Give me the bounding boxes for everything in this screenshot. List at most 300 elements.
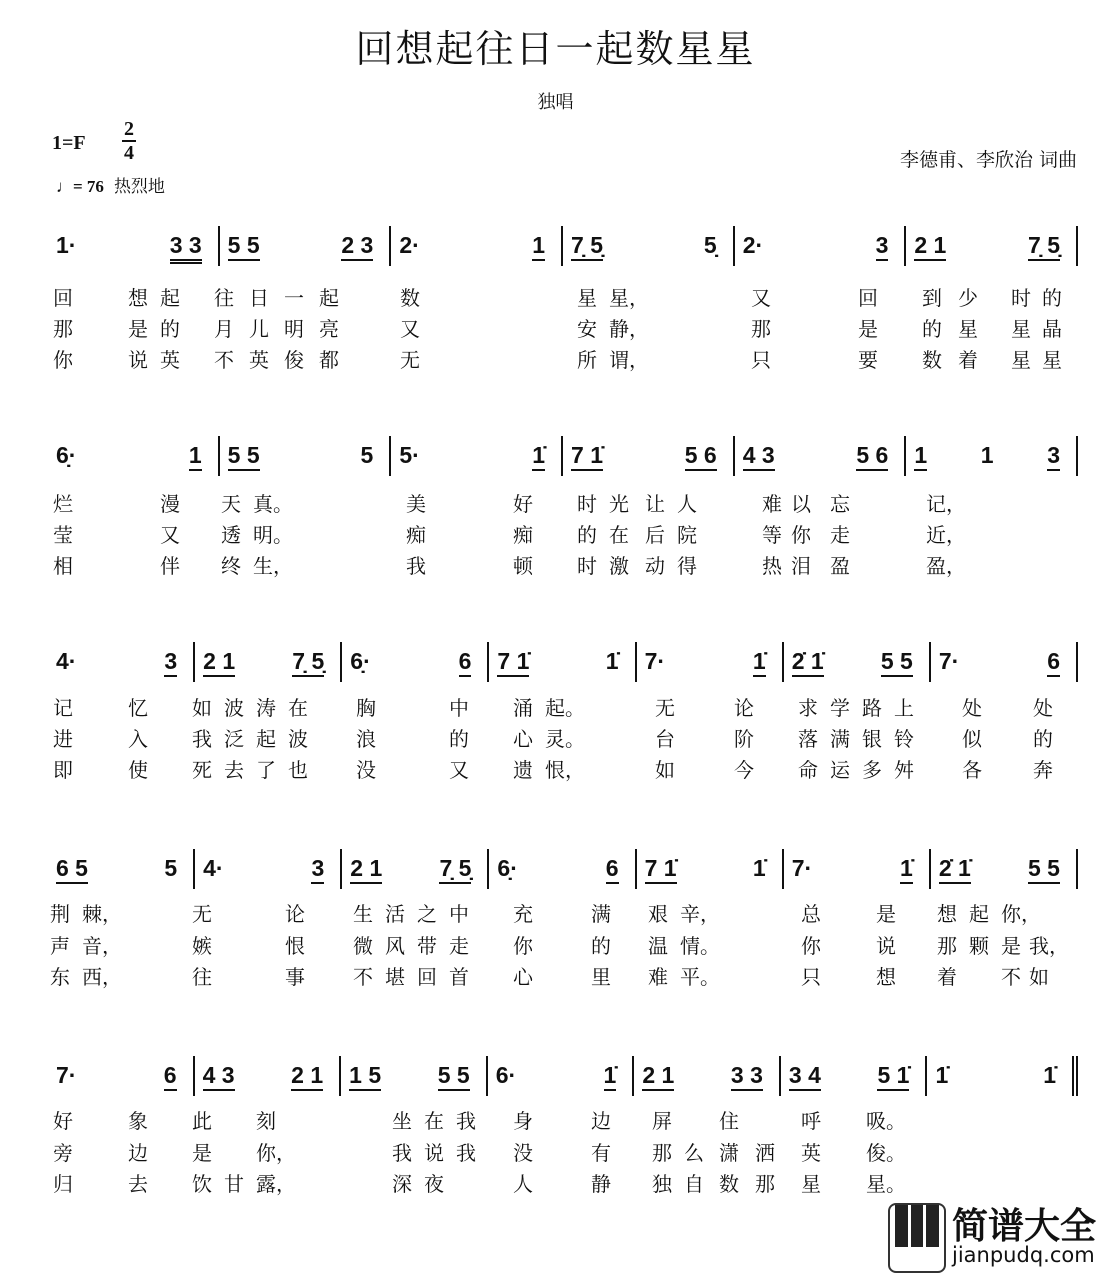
note-group: 1̇ (935, 1062, 949, 1088)
note-group: 2̇ 1̇ (792, 642, 824, 677)
lyric-syllable: 想 (128, 286, 148, 310)
lyric-syllable: 是 (192, 1141, 212, 1165)
note-group: 1̇ (1043, 1062, 1057, 1088)
note-group: 5 (164, 855, 178, 881)
lyric-syllable: 星 (1042, 348, 1062, 372)
lyric-syllable: 平。 (680, 965, 720, 989)
measure (784, 642, 931, 682)
lyric-syllable: 顿 (513, 554, 533, 578)
note-group: 6 (164, 1056, 177, 1091)
note-group: 2 1 (203, 642, 235, 677)
lyric-syllable: 无 (655, 696, 675, 720)
lyric-syllable: 音， (82, 934, 122, 958)
measure (735, 436, 907, 476)
lyric-syllable: 在 (609, 523, 629, 547)
lyric-syllable: 活 (385, 902, 405, 926)
lyric-syllable: 相 (53, 554, 73, 578)
measure (342, 849, 489, 889)
measure (906, 226, 1078, 266)
lyric-syllable: 又 (449, 758, 469, 782)
lyric-syllable: 情。 (680, 934, 720, 958)
lyric-syllable: 路 (862, 696, 882, 720)
lyric-syllable: 近， (926, 523, 966, 547)
time-signature (122, 118, 136, 164)
measure (341, 1056, 488, 1096)
note-group: 5 (360, 442, 374, 468)
lyric-syllable: 如 (1029, 965, 1049, 989)
note-group: 1̇ (900, 849, 913, 884)
lyric-syllable: 夜 (424, 1172, 444, 1196)
lyric-syllable: 满 (591, 902, 611, 926)
lyric-syllable: 星 (958, 317, 978, 341)
composer-credit: 李德甫、李欣治 词曲 (899, 149, 1077, 171)
lyric-syllable: 各 (962, 758, 982, 782)
lyric-syllable: 难 (762, 492, 782, 516)
measure (195, 642, 342, 682)
lyric-syllable: 入 (128, 727, 148, 751)
lyric-syllable: 要 (858, 348, 878, 372)
lyric-syllable: 你 (801, 934, 821, 958)
lyric-syllable: 盈， (926, 554, 966, 578)
lyric-syllable: 的 (1033, 727, 1053, 751)
lyric-syllable: 东 (50, 965, 70, 989)
lyric-syllable: 英 (801, 1141, 821, 1165)
key-signature: 1=F (52, 132, 86, 154)
lyric-syllable: 甘 (224, 1172, 244, 1196)
note-group: 1· (56, 232, 77, 258)
lyric-syllable: 心 (513, 727, 533, 751)
lyric-syllable: 涛 (256, 696, 276, 720)
note-group: 3 (1047, 436, 1060, 471)
lyric-syllable: 浪 (356, 727, 376, 751)
lyric-syllable: 如 (655, 758, 675, 782)
lyric-syllable: 嫉 (192, 934, 212, 958)
lyric-syllable: 俊。 (866, 1141, 906, 1165)
lyric-syllable: 日 (249, 286, 269, 310)
lyric-syllable: 的 (160, 317, 180, 341)
note-group: 1̇ (532, 436, 545, 471)
lyric-syllable: 艰 (648, 902, 668, 926)
lyric-syllable: 住 (719, 1109, 739, 1133)
measure (342, 642, 489, 682)
note-group: 7· (791, 855, 813, 881)
lyric-syllable: 静， (609, 317, 649, 341)
note-group: 7̣ 5̣ (1028, 226, 1060, 261)
lyric-syllable: 是 (876, 902, 896, 926)
measure (563, 226, 735, 266)
measure (931, 642, 1078, 682)
performance-type: 独唱 (537, 92, 574, 113)
lyric-syllable: 无 (192, 902, 212, 926)
note-group: 1 (532, 226, 545, 261)
lyric-syllable: 又 (751, 286, 771, 310)
lyric-syllable: 露， (256, 1172, 296, 1196)
lyric-syllable: 恨 (285, 934, 305, 958)
lyric-syllable: 奔 (1033, 758, 1053, 782)
note-group: 2 1 (350, 849, 382, 884)
note-group: 6̣· (497, 855, 518, 881)
measure (637, 849, 784, 889)
lyric-syllable: 中 (449, 902, 469, 926)
lyric-syllable: 不 (353, 965, 373, 989)
lyric-syllable: 光 (609, 492, 629, 516)
notation-line (48, 436, 1078, 476)
lyric-syllable: 我 (392, 1141, 412, 1165)
measure (220, 436, 392, 476)
notation-line (48, 226, 1078, 266)
lyric-syllable: 不 (1001, 965, 1021, 989)
lyric-syllable: 回 (53, 286, 73, 310)
lyric-syllable: 处 (962, 696, 982, 720)
lyric-syllable: 伴 (160, 554, 180, 578)
lyric-syllable: 西， (82, 965, 122, 989)
lyric-syllable: 里 (591, 965, 611, 989)
measure (48, 226, 220, 266)
lyric-syllable: 明。 (253, 523, 293, 547)
lyric-syllable: 没 (513, 1141, 533, 1165)
note-group: 2· (399, 232, 420, 258)
lyric-syllable: 烂 (53, 492, 73, 516)
lyric-syllable: 一 (284, 286, 304, 310)
lyric-syllable: 的 (1042, 286, 1062, 310)
lyric-syllable: 今 (734, 758, 754, 782)
lyric-syllable: 我， (1029, 934, 1069, 958)
note-group: 6̣· (350, 648, 371, 674)
note-group: 1 (189, 436, 202, 471)
lyric-syllable: 后 (645, 523, 665, 547)
note-group: 4· (203, 855, 224, 881)
lyric-syllable: 星。 (866, 1172, 906, 1196)
lyric-syllable: 数 (400, 286, 420, 310)
lyric-syllable: 你， (256, 1141, 296, 1165)
lyric-syllable: 刻 (256, 1109, 276, 1133)
lyric-syllable: 深 (392, 1172, 412, 1196)
expression-term: 热烈地 (113, 177, 165, 197)
lyric-syllable: 天 (221, 492, 241, 516)
lyric-syllable: 人 (513, 1172, 533, 1196)
lyric-syllable: 星 (1011, 348, 1031, 372)
lyric-syllable: 那 (755, 1172, 775, 1196)
note-group: 7· (938, 648, 960, 674)
lyric-syllable: 波 (224, 696, 244, 720)
note-group: 7· (644, 648, 666, 674)
notation-line (48, 1056, 1078, 1096)
note-group: 7 1̇ (497, 642, 529, 677)
lyric-syllable: 星 (577, 286, 597, 310)
lyric-syllable: 院 (677, 523, 697, 547)
lyric-syllable: 的 (922, 317, 942, 341)
lyric-syllable: 说 (876, 934, 896, 958)
lyric-syllable: 处 (1033, 696, 1053, 720)
lyric-syllable: 心 (513, 965, 533, 989)
lyric-syllable: 中 (449, 696, 469, 720)
lyric-syllable: 到 (922, 286, 942, 310)
note-group: 2 1 (291, 1056, 323, 1091)
note-group: 6 5 (56, 849, 88, 884)
note-group: 1̇ (605, 648, 619, 674)
measure (488, 1056, 635, 1096)
lyric-syllable: 我 (456, 1109, 476, 1133)
lyric-syllable: 求 (798, 696, 818, 720)
lyric-syllable: 的 (577, 523, 597, 547)
note-group: 3 3 (731, 1056, 763, 1091)
note-group: 6̣· (56, 442, 77, 468)
lyric-syllable: 莹 (53, 523, 73, 547)
lyric-syllable: 胸 (356, 696, 376, 720)
lyric-syllable: 痴 (513, 523, 533, 547)
lyric-syllable: 得 (677, 554, 697, 578)
lyric-syllable: 起 (256, 727, 276, 751)
lyric-syllable: 运 (830, 758, 850, 782)
lyric-syllable: 事 (285, 965, 305, 989)
lyric-syllable: 波 (288, 727, 308, 751)
quarter-note-icon: ♩ (56, 177, 73, 196)
note-group: 1̇ (753, 642, 766, 677)
lyric-syllable: 台 (655, 727, 675, 751)
lyric-syllable: 忆 (128, 696, 148, 720)
note-group: 3 4 (789, 1056, 821, 1091)
lyric-syllable: 如 (192, 696, 212, 720)
note-group: 6 (1047, 642, 1060, 677)
note-group: 1 (980, 442, 994, 468)
lyric-syllable: 命 (798, 758, 818, 782)
note-group: 3 (164, 642, 177, 677)
lyric-syllable: 那 (751, 317, 771, 341)
note-group: 1 5 (349, 1056, 381, 1091)
lyric-syllable: 使 (128, 758, 148, 782)
note-group: 4· (56, 648, 77, 674)
lyric-syllable: 明 (284, 317, 304, 341)
lyric-syllable: 数 (922, 348, 942, 372)
lyric-syllable: 满 (830, 727, 850, 751)
measure (48, 1056, 195, 1096)
lyric-syllable: 棘， (82, 902, 122, 926)
lyric-syllable: 恨， (545, 758, 585, 782)
lyric-syllable: 泛 (224, 727, 244, 751)
notation-line (48, 642, 1078, 682)
lyric-syllable: 少 (958, 286, 978, 310)
lyric-syllable: 往 (214, 286, 234, 310)
note-group: 3 (876, 226, 889, 261)
measure (48, 436, 220, 476)
lyric-syllable: 回 (417, 965, 437, 989)
lyric-syllable: 似 (962, 727, 982, 751)
lyric-syllable: 边 (591, 1109, 611, 1133)
note-group: 7 1̇ (645, 849, 677, 884)
lyric-syllable: 洒 (755, 1141, 775, 1165)
lyric-syllable: 我 (456, 1141, 476, 1165)
lyric-syllable: 晶 (1042, 317, 1062, 341)
lyric-syllable: 银 (862, 727, 882, 751)
lyric-syllable: 谓， (609, 348, 649, 372)
note-group: 1̇ (752, 855, 766, 881)
note-group: 7 1̇ (571, 436, 603, 471)
lyric-syllable: 潇 (719, 1141, 739, 1165)
lyric-syllable: 让 (645, 492, 665, 516)
note-group: 2· (742, 232, 764, 258)
lyric-syllable: 在 (424, 1109, 444, 1133)
note-group: 5· (399, 442, 420, 468)
measure (563, 436, 735, 476)
note-group: 4 3 (743, 436, 775, 471)
note-group: 5 5 (1028, 849, 1060, 884)
lyric-syllable: 你 (53, 348, 73, 372)
lyric-syllable: 热 (762, 554, 782, 578)
note-group: 4 3 (203, 1056, 235, 1091)
note-group: 7̣ 5̣ (292, 642, 324, 677)
measure (931, 849, 1078, 889)
lyric-syllable: 是 (1001, 934, 1021, 958)
lyric-syllable: 风 (385, 934, 405, 958)
tempo-marking (56, 172, 165, 197)
note-group: 7̣ 5̣ (571, 226, 603, 261)
lyric-syllable: 生， (253, 554, 293, 578)
lyric-syllable: 了 (256, 758, 276, 782)
lyric-syllable: 屏 (652, 1109, 672, 1133)
lyric-syllable: 又 (160, 523, 180, 547)
lyric-syllable: 亮 (319, 317, 339, 341)
lyric-syllable: 你 (513, 934, 533, 958)
lyric-syllable: 都 (319, 348, 339, 372)
lyric-syllable: 充 (513, 902, 533, 926)
lyric-syllable: 儿 (249, 317, 269, 341)
lyric-syllable: 是 (858, 317, 878, 341)
lyric-syllable: 终 (221, 554, 241, 578)
note-group: 5 5 (228, 226, 260, 261)
lyric-syllable: 象 (128, 1109, 148, 1133)
note-group: 6 (459, 642, 472, 677)
lyric-syllable: 论 (285, 902, 305, 926)
note-group: 1̇ (604, 1056, 617, 1091)
note-group: 3 (311, 849, 324, 884)
lyric-syllable: 只 (751, 348, 771, 372)
lyric-syllable: 吸。 (866, 1109, 906, 1133)
lyric-syllable: 阶 (734, 727, 754, 751)
lyric-syllable: 微 (353, 934, 373, 958)
lyric-syllable: 起 (319, 286, 339, 310)
lyric-syllable: 等 (762, 523, 782, 547)
lyric-syllable: 即 (53, 758, 73, 782)
lyric-syllable: 我 (192, 727, 212, 751)
measure (927, 1056, 1078, 1096)
lyric-syllable: 呼 (801, 1109, 821, 1133)
lyric-syllable: 透 (221, 523, 241, 547)
lyric-syllable: 想 (876, 965, 896, 989)
lyric-syllable: 死 (192, 758, 212, 782)
lyric-syllable: 边 (128, 1141, 148, 1165)
note-group: 6· (495, 1062, 517, 1088)
lyric-syllable: 星 (1011, 317, 1031, 341)
song-title: 回想起往日一起数星星 (355, 27, 756, 71)
lyric-syllable: 么 (684, 1141, 704, 1165)
lyric-syllable: 好 (53, 1109, 73, 1133)
note-group: 2 3 (341, 226, 373, 261)
note-group: 5 5 (438, 1056, 470, 1091)
lyric-syllable: 记， (926, 492, 966, 516)
lyric-syllable: 泪 (791, 554, 811, 578)
lyric-syllable: 荆 (50, 902, 70, 926)
lyric-syllable: 有 (591, 1141, 611, 1165)
note-group: 5̣ (703, 232, 717, 258)
lyric-syllable: 美 (406, 492, 426, 516)
measure (784, 849, 931, 889)
lyric-syllable: 那 (53, 317, 73, 341)
lyric-syllable: 铃 (894, 727, 914, 751)
lyric-syllable: 着 (958, 348, 978, 372)
lyric-syllable: 归 (53, 1172, 73, 1196)
lyric-syllable: 时 (577, 554, 597, 578)
lyric-syllable: 难 (648, 965, 668, 989)
lyric-syllable: 走 (830, 523, 850, 547)
lyric-syllable: 生 (353, 902, 373, 926)
measure (735, 226, 907, 266)
notation-line (48, 849, 1078, 889)
lyric-syllable: 动 (645, 554, 665, 578)
lyric-syllable: 无 (400, 348, 420, 372)
lyric-syllable: 那 (652, 1141, 672, 1165)
lyric-syllable: 堪 (385, 965, 405, 989)
lyric-syllable: 忘 (830, 492, 850, 516)
measure (391, 226, 563, 266)
note-group: 7· (56, 1062, 77, 1088)
lyric-syllable: 静 (591, 1172, 611, 1196)
lyric-syllable: 多 (862, 758, 882, 782)
lyric-syllable: 数 (719, 1172, 739, 1196)
measure (391, 436, 563, 476)
lyric-syllable: 的 (449, 727, 469, 751)
note-group: 5 5 (228, 436, 260, 471)
lyric-syllable: 激 (609, 554, 629, 578)
tempo-value: = 76 (73, 177, 104, 196)
lyric-syllable: 记 (53, 696, 73, 720)
lyric-syllable: 身 (513, 1109, 533, 1133)
lyric-syllable: 总 (801, 902, 821, 926)
lyric-syllable: 去 (224, 758, 244, 782)
measure (195, 849, 342, 889)
measure (489, 642, 636, 682)
lyric-syllable: 灵。 (545, 727, 585, 751)
lyric-syllable: 涌 (513, 696, 533, 720)
lyric-syllable: 之 (417, 902, 437, 926)
note-group: 2 1 (642, 1056, 674, 1091)
logo-text: 简谱大全 (952, 1206, 1097, 1247)
measure (489, 849, 636, 889)
meter-top: 2 (124, 118, 134, 140)
lyric-syllable: 痴 (406, 523, 426, 547)
lyric-syllable: 往 (192, 965, 212, 989)
lyric-syllable: 起。 (545, 696, 585, 720)
lyric-syllable: 好 (513, 492, 533, 516)
lyric-syllable: 漫 (160, 492, 180, 516)
lyric-syllable: 带 (417, 934, 437, 958)
note-group: 1 (914, 436, 927, 471)
lyric-syllable: 也 (288, 758, 308, 782)
measure (48, 849, 195, 889)
note-group: 6 (606, 849, 619, 884)
lyric-syllable: 我 (406, 554, 426, 578)
lyric-syllable: 没 (356, 758, 376, 782)
lyric-syllable: 舛 (894, 758, 914, 782)
lyric-syllable: 起 (969, 902, 989, 926)
lyric-syllable: 在 (288, 696, 308, 720)
lyric-syllable: 回 (858, 286, 878, 310)
note-group: 5 6 (856, 436, 888, 471)
lyric-syllable: 旁 (53, 1141, 73, 1165)
lyric-syllable: 着 (937, 965, 957, 989)
lyric-syllable: 说 (424, 1141, 444, 1165)
lyric-syllable: 温 (648, 934, 668, 958)
measure (195, 1056, 342, 1096)
